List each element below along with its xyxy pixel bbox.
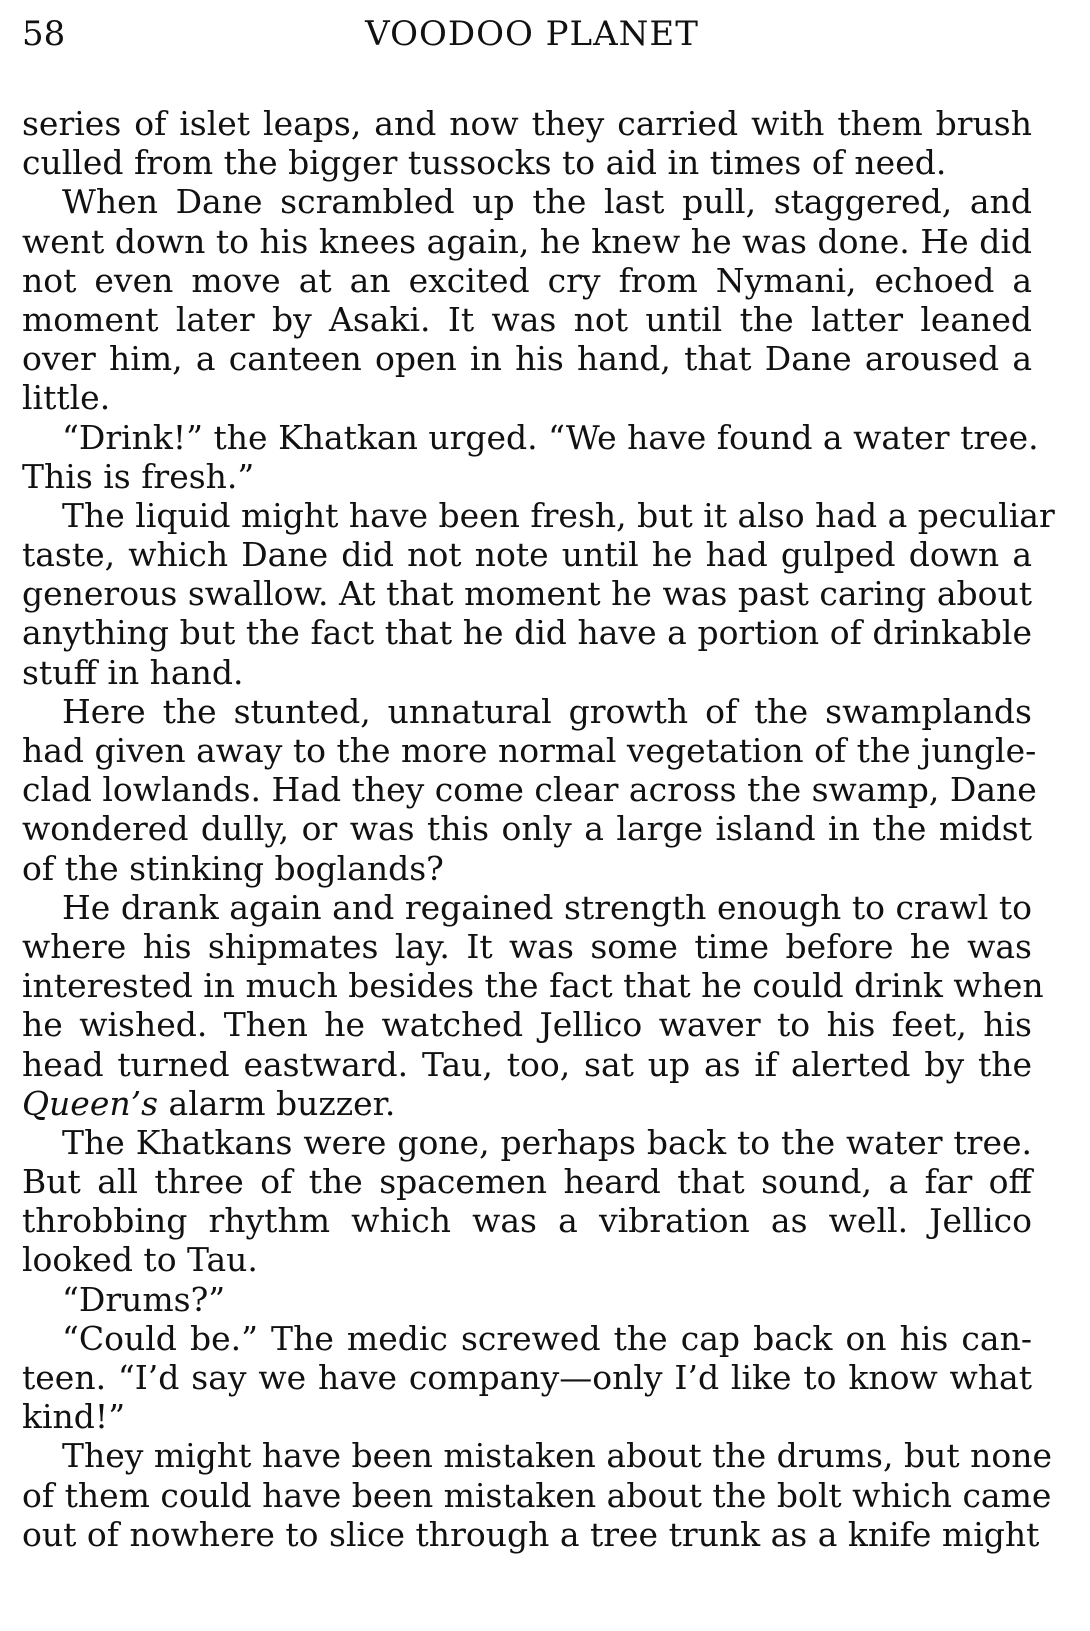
text-line (22, 692, 1032, 731)
line-text: throbbing rhythm which was a vibration as well. Jellico (22, 1201, 1032, 1241)
line-text: teen. “I’d say we have company—only I’d like to know what (22, 1358, 1032, 1397)
text-line (22, 770, 1037, 810)
line-text: culled from the bigger tussocks to aid in times of need. (22, 143, 947, 183)
page-header (22, 10, 1032, 68)
text-line (22, 1358, 1032, 1397)
book-page (22, 10, 1055, 1554)
text-line (22, 574, 1032, 613)
line-text: generous swallow. At that moment he was past caring about (22, 574, 1032, 614)
text-line (22, 457, 1032, 496)
text-line (22, 222, 1032, 261)
line-text: not even move at an excited cry from Nymani, echoed a (22, 260, 1032, 300)
text-line (22, 104, 1032, 143)
line-text: They might have been mistaken about the drums, but none (62, 1436, 1052, 1476)
text-line (22, 378, 1032, 417)
line-text: interested in much besides the fact that he could drink when (22, 966, 1044, 1006)
text-line (22, 1084, 1032, 1123)
line-text: stuff in hand. (22, 652, 244, 692)
line-text: little. (22, 378, 111, 418)
running-title: VOODOO PLANET (365, 14, 699, 54)
text-line (22, 1240, 1032, 1279)
text-line (22, 1123, 1032, 1162)
line-text: The liquid might have been fresh, but it also had a peculiar (62, 495, 1055, 535)
line-text: He drank again and regained strength enough to crawl to (62, 887, 1032, 927)
line-text: The Khatkans were gone, perhaps back to the water tree. (62, 1122, 1032, 1162)
text-line (22, 339, 1032, 378)
line-text: “Drink!” the Khatkan urged. “We have found a water tree. (62, 417, 1039, 457)
line-text: looked to Tau. (22, 1240, 258, 1280)
line-text: “Drums?” (62, 1279, 226, 1319)
text-line (22, 927, 1032, 966)
text-line (22, 1280, 1032, 1319)
text-line (22, 495, 1055, 535)
line-text: had given away to the more normal vegetation of the jungle- (22, 731, 1037, 770)
text-line (22, 888, 1032, 927)
line-text: went down to his knees again, he knew he was done. He did (22, 221, 1032, 261)
line-text: over him, a canteen open in his hand, that Dane aroused a (22, 339, 1032, 379)
line-text: “Could be.” The medic screwed the cap back on his can- (62, 1318, 1032, 1358)
text-line (22, 300, 1032, 339)
line-text: moment later by Asaki. It was not until the latter leaned (22, 299, 1032, 339)
line-text: anything but the fact that he did have a portion of drinkable (22, 613, 1032, 653)
text-line (22, 1045, 1032, 1084)
line-text: of the stinking boglands? (22, 848, 444, 888)
line-text: alarm buzzer. (168, 1083, 396, 1123)
text-line (22, 731, 1037, 770)
text-line (22, 535, 1032, 574)
line-text: Here the stunted, unnatural growth of the swamplands (62, 691, 1032, 731)
text-line (22, 653, 1032, 692)
text-line (22, 966, 1044, 1006)
page-number: 58 (22, 14, 66, 54)
text-line (22, 1397, 1032, 1436)
line-text: of them could have been mistaken about the bolt which came (22, 1475, 1052, 1515)
line-text: out of nowhere to slice through a tree trunk as a knife might (22, 1514, 1040, 1554)
line-text: taste, which Dane did not note until he had gulped down a (22, 535, 1032, 575)
line-text: head turned eastward. Tau, too, sat up as if alerted by the (22, 1044, 1032, 1084)
line-text: kind!” (22, 1397, 126, 1437)
text-line (22, 1514, 1040, 1554)
text-line (22, 261, 1032, 300)
line-text: series of islet leaps, and now they carried with them brush (22, 104, 1032, 143)
text-line (22, 613, 1032, 652)
line-text: wondered dully, or was this only a large island in the midst (22, 809, 1032, 849)
text-line (22, 849, 1032, 888)
text-line (22, 182, 1032, 221)
italic-ship-name: Queen’s (22, 1083, 159, 1123)
text-line (22, 143, 1032, 182)
line-text: This is fresh.” (22, 456, 255, 496)
text-line (22, 809, 1032, 848)
text-line (22, 1162, 1032, 1201)
body-text (22, 104, 1055, 1554)
text-line (22, 1475, 1052, 1515)
line-text: clad lowlands. Had they come clear across the swamp, Dane (22, 770, 1037, 810)
text-line (22, 417, 1039, 457)
line-text: where his shipmates lay. It was some time before he was (22, 926, 1032, 966)
line-text: When Dane scrambled up the last pull, staggered, and (62, 182, 1032, 222)
text-line (22, 1319, 1032, 1358)
text-line (22, 1005, 1032, 1044)
line-text: But all three of the spacemen heard that sound, a far off (22, 1162, 1032, 1202)
text-line (22, 1436, 1052, 1476)
text-line (22, 1201, 1032, 1240)
line-text: he wished. Then he watched Jellico waver to his feet, his (22, 1005, 1032, 1045)
